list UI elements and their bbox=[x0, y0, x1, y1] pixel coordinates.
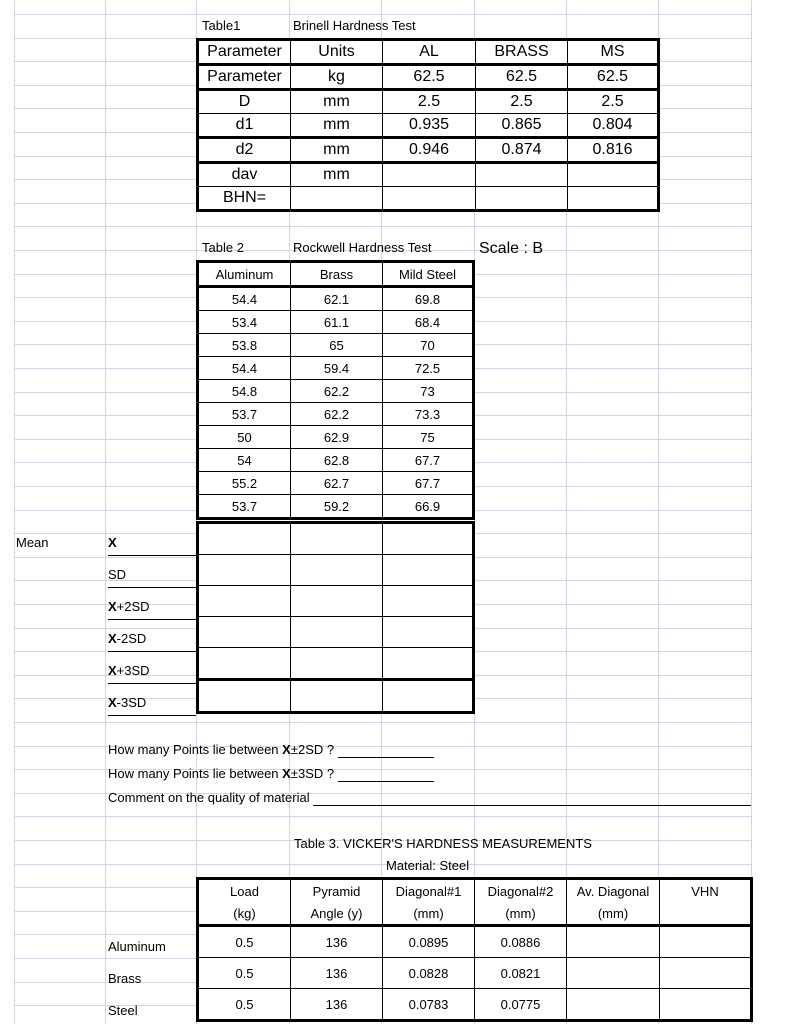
table-cell[interactable]: 70 bbox=[383, 334, 474, 357]
table-cell[interactable] bbox=[568, 163, 659, 187]
table-cell[interactable]: 75 bbox=[383, 426, 474, 449]
table-cell[interactable]: 62.8 bbox=[291, 449, 383, 472]
question-text: How many Points lie between bbox=[108, 742, 283, 757]
table-cell[interactable]: 2.5 bbox=[476, 90, 568, 114]
table-row bbox=[198, 472, 474, 495]
table-cell[interactable]: 0.804 bbox=[568, 114, 659, 138]
table-cell[interactable]: 62.5 bbox=[383, 65, 476, 90]
header-cell[interactable]: Diagonal#1 bbox=[383, 879, 475, 903]
table-row bbox=[198, 114, 659, 138]
header-cell[interactable]: BRASS bbox=[476, 40, 568, 65]
table-cell[interactable]: 0.0775 bbox=[475, 989, 567, 1021]
table-cell[interactable]: BHN= bbox=[198, 187, 291, 211]
x-symbol: X bbox=[108, 695, 117, 710]
table-row bbox=[198, 426, 474, 449]
table-cell[interactable]: 136 bbox=[291, 958, 383, 989]
table-row bbox=[198, 403, 474, 426]
table-cell[interactable]: 0.0783 bbox=[383, 989, 475, 1021]
table-cell[interactable] bbox=[291, 523, 383, 555]
table-cell[interactable]: 0.0895 bbox=[383, 926, 475, 958]
table-cell[interactable]: 53.4 bbox=[198, 311, 291, 334]
header-cell[interactable] bbox=[660, 902, 752, 926]
table-cell[interactable] bbox=[476, 187, 568, 211]
table-cell[interactable] bbox=[383, 163, 476, 187]
table-cell[interactable] bbox=[383, 648, 474, 680]
table-cell[interactable]: 0.946 bbox=[383, 138, 476, 163]
table-cell[interactable]: 136 bbox=[291, 989, 383, 1021]
question-text: How many Points lie between bbox=[108, 766, 283, 781]
table-cell[interactable]: 72.5 bbox=[383, 357, 474, 380]
table-cell[interactable]: mm bbox=[291, 163, 383, 187]
table-cell[interactable] bbox=[660, 989, 752, 1021]
table-cell[interactable]: 0.874 bbox=[476, 138, 568, 163]
table-row bbox=[198, 958, 752, 989]
table-cell[interactable]: 54.4 bbox=[198, 287, 291, 311]
table-cell[interactable] bbox=[383, 617, 474, 648]
table2-scale: Scale : B bbox=[479, 240, 544, 257]
table-header-row bbox=[198, 262, 474, 287]
table-cell[interactable]: 61.1 bbox=[291, 311, 383, 334]
table-cell[interactable] bbox=[567, 989, 660, 1021]
question-text: Comment on the quality of material bbox=[108, 790, 310, 805]
header-cell[interactable]: VHN bbox=[660, 879, 752, 903]
table-header-row bbox=[198, 40, 659, 65]
x-symbol: X bbox=[108, 535, 117, 550]
table-cell[interactable]: 50 bbox=[198, 426, 291, 449]
table3-subtitle: Material: Steel bbox=[386, 858, 470, 873]
stat-label-x-minus-3sd bbox=[108, 695, 196, 716]
table-cell[interactable]: 68.4 bbox=[383, 311, 474, 334]
header-cell[interactable]: Brass bbox=[291, 262, 383, 287]
table-cell[interactable] bbox=[567, 926, 660, 958]
table-row bbox=[198, 989, 752, 1021]
header-cell[interactable]: Angle (y) bbox=[291, 902, 383, 926]
row-label-aluminum: Aluminum bbox=[108, 939, 166, 954]
x-symbol: X bbox=[108, 599, 117, 614]
table-cell[interactable] bbox=[383, 187, 476, 211]
table2-label: Table 2 bbox=[202, 240, 244, 255]
table-cell[interactable]: 0.0828 bbox=[383, 958, 475, 989]
table-cell[interactable]: 2.5 bbox=[383, 90, 476, 114]
header-cell[interactable]: Mild Steel bbox=[383, 262, 474, 287]
table-row bbox=[198, 617, 474, 648]
table-cell[interactable] bbox=[291, 680, 383, 713]
x-symbol: X bbox=[282, 742, 291, 757]
table-row bbox=[198, 586, 474, 617]
table-cell[interactable]: 0.5 bbox=[198, 989, 291, 1021]
table-cell[interactable]: d1 bbox=[198, 114, 291, 138]
table-row bbox=[198, 926, 752, 958]
table-cell[interactable] bbox=[383, 586, 474, 617]
table-cell[interactable]: 62.5 bbox=[568, 65, 659, 90]
plus-2sd-text: +2SD bbox=[116, 599, 150, 614]
table-row bbox=[198, 680, 474, 713]
header-cell[interactable]: Load bbox=[198, 879, 291, 903]
table-cell[interactable] bbox=[568, 187, 659, 211]
header-cell[interactable]: Parameter bbox=[198, 40, 291, 65]
table-cell[interactable]: 53.7 bbox=[198, 495, 291, 519]
table1-label: Table1 bbox=[202, 18, 241, 33]
table-cell[interactable]: 66.9 bbox=[383, 495, 474, 519]
answer-blank[interactable] bbox=[313, 805, 751, 806]
question-comment bbox=[108, 790, 751, 806]
row-label-steel: Steel bbox=[108, 1003, 138, 1018]
plus-3sd-text: +3SD bbox=[116, 663, 150, 678]
stat-label-sd bbox=[108, 567, 196, 588]
mean-label: Mean bbox=[16, 535, 49, 550]
stat-label-x-plus-3sd bbox=[108, 663, 196, 684]
table-cell[interactable]: 55.2 bbox=[198, 472, 291, 495]
table-cell[interactable] bbox=[198, 617, 291, 648]
table-cell[interactable]: 0.816 bbox=[568, 138, 659, 163]
rockwell-table bbox=[196, 260, 475, 520]
table-cell[interactable] bbox=[198, 523, 291, 555]
stat-label-x-plus-2sd bbox=[108, 599, 196, 620]
table-cell[interactable]: 0.935 bbox=[383, 114, 476, 138]
brinell-table bbox=[196, 38, 660, 212]
question-text: ±3SD ? bbox=[290, 766, 335, 781]
table-cell[interactable]: 67.7 bbox=[383, 449, 474, 472]
rockwell-table-body bbox=[198, 287, 474, 519]
table-cell[interactable] bbox=[567, 958, 660, 989]
table-cell[interactable]: 59.4 bbox=[291, 357, 383, 380]
table-cell[interactable] bbox=[383, 680, 474, 713]
table-cell[interactable] bbox=[383, 523, 474, 555]
minus-3sd-text: -3SD bbox=[116, 695, 147, 710]
header-cell[interactable]: (kg) bbox=[198, 902, 291, 926]
table-cell[interactable]: Parameter bbox=[198, 65, 291, 90]
x-symbol: X bbox=[108, 631, 117, 646]
table-cell[interactable]: 54.8 bbox=[198, 380, 291, 403]
table-cell[interactable]: 54 bbox=[198, 449, 291, 472]
table-cell[interactable]: 62.2 bbox=[291, 380, 383, 403]
table-row bbox=[198, 555, 474, 586]
table-row bbox=[198, 449, 474, 472]
table-cell[interactable]: 62.5 bbox=[476, 65, 568, 90]
table-cell[interactable]: 67.7 bbox=[383, 472, 474, 495]
table-cell[interactable] bbox=[291, 555, 383, 586]
table-header-row bbox=[198, 879, 752, 903]
table-cell[interactable]: 2.5 bbox=[568, 90, 659, 114]
table-cell[interactable]: d2 bbox=[198, 138, 291, 163]
table-row bbox=[198, 138, 659, 163]
header-cell[interactable]: AL bbox=[383, 40, 476, 65]
table-row bbox=[198, 357, 474, 380]
header-cell[interactable]: MS bbox=[568, 40, 659, 65]
question-2sd bbox=[108, 742, 434, 758]
table-cell[interactable]: 0.5 bbox=[198, 926, 291, 958]
table-cell[interactable]: 0.865 bbox=[476, 114, 568, 138]
table-cell[interactable] bbox=[476, 163, 568, 187]
table-cell[interactable]: 65 bbox=[291, 334, 383, 357]
header-cell[interactable]: Aluminum bbox=[198, 262, 291, 287]
table-row bbox=[198, 287, 474, 311]
table2-title: Rockwell Hardness Test bbox=[293, 240, 432, 255]
header-cell[interactable]: Pyramid bbox=[291, 879, 383, 903]
table-cell[interactable]: D bbox=[198, 90, 291, 114]
statistics-table bbox=[196, 521, 475, 714]
table-cell[interactable] bbox=[291, 617, 383, 648]
stat-label-x bbox=[108, 535, 196, 556]
table-cell[interactable]: 73 bbox=[383, 380, 474, 403]
question-3sd bbox=[108, 766, 434, 782]
table-cell[interactable]: 54.4 bbox=[198, 357, 291, 380]
header-cell[interactable]: (mm) bbox=[475, 902, 567, 926]
answer-blank[interactable] bbox=[338, 781, 434, 782]
table-cell[interactable]: 62.2 bbox=[291, 403, 383, 426]
table-row bbox=[198, 495, 474, 519]
table-cell[interactable]: 73.3 bbox=[383, 403, 474, 426]
header-cell[interactable]: (mm) bbox=[383, 902, 475, 926]
table-cell[interactable] bbox=[660, 958, 752, 989]
header-cell[interactable]: Diagonal#2 bbox=[475, 879, 567, 903]
table-cell[interactable]: 0.0821 bbox=[475, 958, 567, 989]
table-cell[interactable]: 0.5 bbox=[198, 958, 291, 989]
table3-title: Table 3. VICKER'S HARDNESS MEASUREMENTS bbox=[294, 836, 592, 851]
table-cell[interactable]: 69.8 bbox=[383, 287, 474, 311]
table-row bbox=[198, 523, 474, 555]
x-symbol: X bbox=[282, 766, 291, 781]
table-row bbox=[198, 380, 474, 403]
table-cell[interactable] bbox=[198, 648, 291, 680]
table-row bbox=[198, 65, 659, 90]
table-cell[interactable] bbox=[291, 586, 383, 617]
table-cell[interactable]: mm bbox=[291, 90, 383, 114]
table-cell[interactable]: 62.9 bbox=[291, 426, 383, 449]
table-row bbox=[198, 648, 474, 680]
row-label-brass: Brass bbox=[108, 971, 142, 986]
table-cell[interactable]: 59.2 bbox=[291, 495, 383, 519]
table-cell[interactable]: mm bbox=[291, 138, 383, 163]
table-cell[interactable]: 53.8 bbox=[198, 334, 291, 357]
vickers-table bbox=[196, 877, 753, 1022]
table-cell[interactable] bbox=[660, 926, 752, 958]
table-cell[interactable]: 53.7 bbox=[198, 403, 291, 426]
table-row bbox=[198, 187, 659, 211]
sd-text: SD bbox=[108, 567, 127, 582]
stat-label-x-minus-2sd bbox=[108, 631, 196, 652]
table-cell[interactable] bbox=[198, 680, 291, 713]
table-cell[interactable] bbox=[198, 555, 291, 586]
x-symbol: X bbox=[108, 663, 117, 678]
answer-blank[interactable] bbox=[338, 757, 434, 758]
header-cell[interactable]: Av. Diagonal bbox=[567, 879, 660, 903]
table-cell[interactable]: 0.0886 bbox=[475, 926, 567, 958]
table-row bbox=[198, 90, 659, 114]
table-cell[interactable]: 62.7 bbox=[291, 472, 383, 495]
table-cell[interactable] bbox=[291, 648, 383, 680]
minus-2sd-text: -2SD bbox=[116, 631, 147, 646]
table-row bbox=[198, 163, 659, 187]
table-cell[interactable]: 136 bbox=[291, 926, 383, 958]
table-row bbox=[198, 311, 474, 334]
table-row bbox=[198, 334, 474, 357]
table-cell[interactable]: kg bbox=[291, 65, 383, 90]
table-cell[interactable]: 62.1 bbox=[291, 287, 383, 311]
table-header-row bbox=[198, 902, 752, 926]
table-cell[interactable]: mm bbox=[291, 114, 383, 138]
header-cell[interactable]: (mm) bbox=[567, 902, 660, 926]
table1-title: Brinell Hardness Test bbox=[293, 18, 416, 33]
table-cell[interactable]: dav bbox=[198, 163, 291, 187]
table-cell[interactable] bbox=[383, 555, 474, 586]
question-text: ±2SD ? bbox=[290, 742, 335, 757]
header-cell[interactable]: Units bbox=[291, 40, 383, 65]
table-cell[interactable] bbox=[291, 187, 383, 211]
table-cell[interactable] bbox=[198, 586, 291, 617]
